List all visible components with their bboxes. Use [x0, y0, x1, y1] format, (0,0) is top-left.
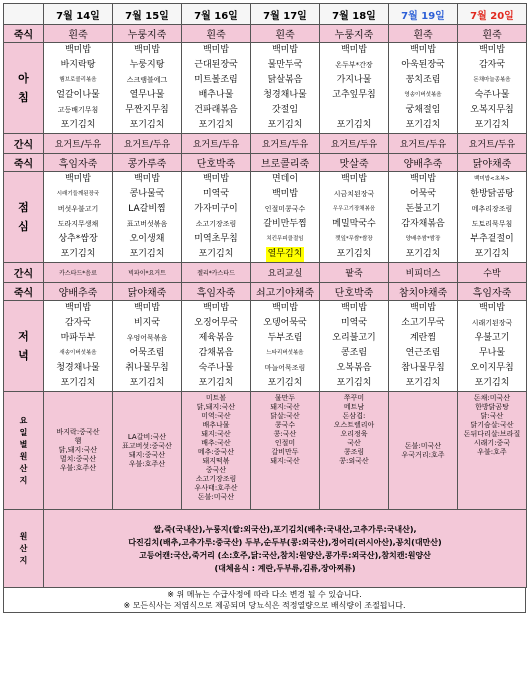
origin-line: 오스트렐리아	[333, 421, 375, 429]
menu-item: 고추잎무침	[332, 90, 376, 100]
origin-line: 물만두	[274, 394, 296, 402]
breakfast-menu-cell	[251, 43, 320, 134]
menu-item: 아욱된장국	[401, 60, 445, 70]
menu-item: 백미밥	[409, 174, 437, 184]
origin-day-cell	[320, 392, 389, 510]
origin-text-line: 고등어캔:국산,죽거리 (소:호주,닭:국산,참치:원양산,콩가루:외국산),참치캔:원양산	[139, 550, 431, 560]
origin-line: 미트볼	[205, 394, 227, 402]
origin-day-cell	[113, 392, 182, 510]
menu-item: 돈불고기	[405, 204, 441, 214]
dinner-label	[4, 301, 44, 392]
day-header: 7월 17일	[251, 4, 320, 25]
note-line: ※ 모든식사는 저염식으로 제공되며 당뇨식은 적정열량으로 배식량이 조절됩니다.	[123, 601, 406, 610]
origin-line: 돼지:국산	[201, 430, 231, 438]
menu-item: 시래기들깨된장국	[56, 191, 100, 197]
menu-item: 백미밥	[340, 45, 368, 55]
breakfast-label	[4, 43, 44, 134]
menu-item: 누룽지탕	[129, 60, 165, 70]
menu-item: 양배추쌈*쌈장	[405, 236, 441, 242]
origin-by-day-label	[4, 392, 44, 510]
menu-item: 고등배기무침	[57, 106, 99, 114]
menu-item: 마늘어묵조림	[264, 364, 306, 372]
corner-cell	[4, 4, 44, 25]
dinner-porridge-row	[4, 283, 527, 301]
origin-day-cell	[389, 392, 458, 510]
afternoon-snack-label: 간식	[4, 263, 44, 283]
note-line: ※ 위 메뉴는 수급사정에 따라 다소 변경 될 수 있습니다.	[167, 590, 362, 599]
origin-line: 메추:중국산	[197, 448, 235, 456]
origin-row	[4, 510, 527, 588]
origin-line: 소고기장조림	[195, 475, 237, 483]
menu-item: 가자미구이	[194, 204, 238, 214]
highlighted-menu-item: 열무김치	[266, 247, 305, 262]
menu-item: 감자국	[478, 60, 506, 70]
menu-item: 백미밥	[271, 189, 299, 199]
menu-item: 포기김치	[267, 120, 303, 130]
morning-snack-cell: 요거트/두유	[458, 134, 527, 154]
dinner-label-text: 저녁	[18, 330, 29, 362]
origin-line: 콩국수	[274, 421, 296, 429]
dinner-porridge-cell: 흑임자죽	[458, 283, 527, 301]
menu-item: 포기김치	[336, 120, 372, 130]
menu-item: 백미밥	[202, 45, 230, 55]
dinner-porridge-cell: 닭야채죽	[113, 283, 182, 301]
menu-item: 마파두부	[60, 333, 96, 343]
menu-item: 오뎅어묵국	[263, 318, 307, 328]
dinner-porridge-cell: 양배추죽	[44, 283, 113, 301]
dinner-porridge-cell: 단호박죽	[320, 283, 389, 301]
afternoon-snack-cell: 팥죽	[320, 263, 389, 283]
origin-line: 인절미	[274, 439, 296, 447]
menu-item: 미역국	[340, 318, 368, 328]
lunch-label-text: 점심	[18, 201, 29, 233]
menu-item: 콩조림	[340, 348, 368, 358]
lunch-porridge-cell: 맛살죽	[320, 154, 389, 172]
origin-line: 돈불:미국산	[197, 493, 235, 501]
dinner-menu-cell	[44, 301, 113, 392]
origin-line: 중국산	[205, 466, 227, 474]
origin-line: 우국거리:호주	[401, 450, 445, 459]
origin-line: 닭기슴살:국산	[470, 421, 514, 429]
menu-item: LA갈비찜	[128, 204, 166, 214]
menu-item: 포기김치	[129, 378, 165, 388]
lunch-label	[4, 172, 44, 263]
menu-item: 버섯우불고기	[57, 205, 99, 213]
menu-item: 백미밥	[64, 174, 92, 184]
lunch-menu-cell	[458, 172, 527, 263]
origin-line: 돈삼겹:	[342, 412, 366, 420]
menu-item: 소고기무국	[401, 318, 445, 328]
lunch-porridge-cell: 브로콜리죽	[251, 154, 320, 172]
origin-line: 바지락:중국산	[56, 428, 100, 436]
menu-item: 포기김치	[336, 249, 372, 259]
menu-item: 백미밥	[478, 303, 506, 313]
lunch-menu-cell	[113, 172, 182, 263]
origin-line: 돈채:미국산	[473, 394, 511, 402]
menu-item: 백미밥	[409, 303, 437, 313]
menu-item: 가지나물	[336, 75, 372, 85]
menu-item: 온두부*간장	[335, 61, 373, 69]
day-header: 7월 20일	[458, 4, 527, 25]
menu-item: 스크램블에그	[126, 76, 168, 84]
origin-line: 미역:국산	[201, 412, 231, 420]
menu-item: 백미밥	[64, 303, 92, 313]
dinner-menu-cell	[182, 301, 251, 392]
menu-item: 어묵국	[409, 189, 437, 199]
menu-item: 소고기장조림	[195, 220, 237, 228]
morning-snack-cell: 요거트/두유	[251, 134, 320, 154]
origin-line: 콩:외국산	[339, 457, 369, 465]
afternoon-snack-cell: 카스타드*음료	[44, 263, 113, 283]
menu-item: 무나물	[478, 348, 506, 358]
menu-item: 감자채볶음	[401, 219, 445, 229]
menu-item: 치킨무피클절임	[266, 236, 304, 242]
menu-item: 시금치된장국	[333, 190, 375, 198]
menu-item: 햄브로콜리볶음	[59, 77, 97, 83]
menu-item: 한방닭곰탕	[470, 189, 514, 199]
menu-item: 백미밥	[340, 303, 368, 313]
afternoon-snack-cell: 수박	[458, 263, 527, 283]
menu-item: 백미밥<초복>	[474, 176, 510, 182]
origin-by-day-row	[4, 392, 527, 510]
menu-item: 영송이버섯볶음	[404, 92, 442, 98]
origin-label	[4, 510, 44, 588]
origin-line: 멸치:중국산	[59, 455, 97, 463]
dinner-porridge-cell: 쇠고기야채죽	[251, 283, 320, 301]
menu-item: 궁채절임	[405, 105, 441, 115]
day-header: 7월 19일	[389, 4, 458, 25]
menu-item: 숙주나물	[198, 363, 234, 373]
menu-item: 포기김치	[474, 249, 510, 259]
menu-item: 백미밥	[202, 174, 230, 184]
lunch-menu-cell	[44, 172, 113, 263]
menu-item: 느타리버섯볶음	[266, 350, 304, 356]
menu-item: 백미밥	[133, 303, 161, 313]
origin-line: 돈뒤다리살:브라질	[463, 430, 521, 438]
origin-line: 닭살:국산	[270, 412, 300, 420]
origin-line: 닭:국산	[480, 412, 504, 420]
lunch-porridge-row	[4, 154, 527, 172]
origin-day-cell	[44, 392, 113, 510]
menu-item: 백미밥	[271, 303, 299, 313]
breakfast-porridge-cell: 흰죽	[458, 25, 527, 43]
lunch-menu-cell	[389, 172, 458, 263]
breakfast-row	[4, 43, 527, 134]
dinner-porridge-label: 죽식	[4, 283, 44, 301]
menu-item: 메밀막국수	[332, 219, 376, 229]
origin-line: LA갈비:국산	[127, 432, 167, 441]
menu-item: 부추겉절이	[470, 234, 514, 244]
origin-line: 돼지:국산	[270, 403, 300, 411]
morning-snack-row	[4, 134, 527, 154]
lunch-porridge-cell: 단호박죽	[182, 154, 251, 172]
menu-item: 백미밥	[133, 174, 161, 184]
breakfast-porridge-cell: 흰죽	[389, 25, 458, 43]
breakfast-menu-cell	[320, 43, 389, 134]
origin-line: 한방닭곰탕	[475, 403, 509, 411]
menu-item: 포기김치	[198, 120, 234, 130]
menu-item: 비지국	[133, 318, 161, 328]
dinner-menu-cell	[113, 301, 182, 392]
menu-item: 계란찜	[409, 333, 437, 343]
morning-snack-cell: 요거트/두유	[389, 134, 458, 154]
origin-day-cell	[458, 392, 527, 510]
menu-item: 포기김치	[336, 378, 372, 388]
notes-footer	[3, 588, 526, 613]
afternoon-snack-cell: 젤리*카스타드	[182, 263, 251, 283]
menu-item: 포기김치	[474, 378, 510, 388]
menu-item: 청경채나물	[263, 90, 307, 100]
menu-item: 오이지무침	[470, 363, 514, 373]
morning-snack-cell: 요거트/두유	[320, 134, 389, 154]
menu-item: 꽁치조림	[405, 75, 441, 85]
lunch-menu-cell	[320, 172, 389, 263]
menu-item: 두부조림	[267, 333, 303, 343]
origin-line: 우불:호주	[477, 448, 507, 456]
menu-item: 물만두국	[267, 60, 303, 70]
menu-item: 미트볼조림	[194, 75, 238, 85]
menu-item: 포기김치	[405, 378, 441, 388]
origin-line: 햄	[74, 437, 82, 445]
origin-line: 메트남	[343, 403, 365, 411]
afternoon-snack-row	[4, 263, 527, 283]
morning-snack-cell: 요거트/두유	[44, 134, 113, 154]
dinner-row	[4, 301, 527, 392]
menu-item: 백미밥	[478, 45, 506, 55]
menu-item: 인절미콩국수	[264, 205, 306, 213]
menu-item: 갓절임	[271, 105, 299, 115]
menu-item: 새송이버섯볶음	[59, 350, 97, 356]
breakfast-porridge-cell: 누룽지죽	[113, 25, 182, 43]
menu-item: 바지락탕	[60, 60, 96, 70]
day-header: 7월 14일	[44, 4, 113, 25]
menu-item: 미역국	[202, 189, 230, 199]
day-header: 7월 15일	[113, 4, 182, 25]
menu-item: 취나물무침	[125, 363, 169, 373]
menu-item: 포기김치	[60, 378, 96, 388]
breakfast-menu-cell	[113, 43, 182, 134]
origin-text-line: (대체음식 : 계란,두부류,김류,장아찌류)	[214, 563, 356, 573]
menu-item: 백미밥	[340, 174, 368, 184]
origin-line: 우불:호주산	[128, 459, 166, 468]
origin-line: 닭,돼지:국산	[196, 403, 236, 411]
menu-item: 표고버섯볶음	[126, 220, 168, 228]
menu-item: 감채볶음	[198, 348, 234, 358]
dinner-menu-cell	[251, 301, 320, 392]
lunch-row	[4, 172, 527, 263]
menu-item: 포기김치	[60, 120, 96, 130]
menu-item: 백미밥	[133, 45, 161, 55]
menu-item: 열무나물	[129, 90, 165, 100]
menu-item: 포기김치	[198, 249, 234, 259]
menu-item: 오징어무국	[194, 318, 238, 328]
menu-item: 포기김치	[129, 249, 165, 259]
menu-item: 미역초무침	[194, 234, 238, 244]
dinner-menu-cell	[389, 301, 458, 392]
menu-item: 포기김치	[405, 249, 441, 259]
menu-item: 백미밥	[271, 45, 299, 55]
origin-line: 쭈꾸미	[343, 394, 365, 402]
lunch-porridge-cell: 닭야채죽	[458, 154, 527, 172]
origin-text-line: 쌀,죽(국내산),누룽지(쌀:외국산),포기김치(배추:국내산,고추가루:국내산),	[153, 524, 417, 534]
menu-item: 오복볶음	[336, 363, 372, 373]
origin-by-day-label-text: 요일별 원산지	[19, 415, 28, 485]
menu-item: 제육볶음	[198, 333, 234, 343]
menu-item: 무짠지무침	[125, 105, 169, 115]
menu-item: 백미밥	[64, 45, 92, 55]
menu-item: 돈채마늘종볶음	[473, 77, 511, 83]
menu-item: 참나물무침	[401, 363, 445, 373]
dinner-menu-cell	[320, 301, 389, 392]
afternoon-snack-cell: 비피더스	[389, 263, 458, 283]
breakfast-porridge-cell: 흰죽	[251, 25, 320, 43]
menu-item: 백미밥	[202, 303, 230, 313]
origin-line: 배추:국산	[201, 439, 231, 447]
menu-item: 상추*쌈장	[58, 234, 98, 244]
breakfast-label-text: 아침	[18, 72, 29, 104]
menu-item: 백미밥	[409, 45, 437, 55]
origin-line: 국산	[347, 439, 361, 447]
menu-item: 오복지무침	[470, 105, 514, 115]
menu-item: 우우고기장채볶음	[332, 206, 376, 212]
dinner-porridge-cell: 참치야채죽	[389, 283, 458, 301]
morning-snack-label: 간식	[4, 134, 44, 154]
breakfast-menu-cell	[458, 43, 527, 134]
menu-item: 포기김치	[405, 120, 441, 130]
menu-item: 감자국	[64, 318, 92, 328]
origin-line: 우불:호주산	[59, 464, 97, 472]
origin-line: 콩:국산	[273, 430, 297, 438]
origin-line: 돈불:미국산	[404, 441, 442, 450]
menu-item: 시래기된장국	[471, 319, 513, 327]
lunch-porridge-cell: 흑임자죽	[44, 154, 113, 172]
origin-label-text: 원산지	[19, 531, 28, 565]
afternoon-snack-cell: 요리교실	[251, 263, 320, 283]
origin-line: 돼지:국산	[270, 457, 300, 465]
menu-item: 콩나물국	[129, 189, 165, 199]
menu-item: 면데이	[271, 174, 299, 184]
breakfast-porridge-label: 죽식	[4, 25, 44, 43]
menu-item: 메추리장조림	[471, 205, 513, 213]
header-row	[4, 4, 527, 25]
menu-item: 연근조림	[405, 348, 441, 358]
breakfast-menu-cell	[44, 43, 113, 134]
lunch-porridge-cell: 콩가루죽	[113, 154, 182, 172]
menu-item: 얼갈이나물	[56, 90, 100, 100]
lunch-menu-cell	[251, 172, 320, 263]
breakfast-porridge-row	[4, 25, 527, 43]
breakfast-porridge-cell: 흰죽	[182, 25, 251, 43]
menu-item: 갈비만두찜	[263, 219, 307, 229]
weekly-menu-table	[3, 3, 527, 588]
breakfast-porridge-cell: 누룽지죽	[320, 25, 389, 43]
day-header: 7월 16일	[182, 4, 251, 25]
menu-item: 숙주나물	[474, 90, 510, 100]
origin-line: 갈비만두	[271, 448, 299, 456]
origin-line: 배추나물	[202, 421, 230, 429]
menu-item: 포기김치	[60, 249, 96, 259]
morning-snack-cell: 요거트/두유	[113, 134, 182, 154]
menu-item: 오이생채	[129, 234, 165, 244]
menu-item: 도토리묵무침	[471, 220, 513, 228]
origin-day-cell	[251, 392, 320, 510]
origin-line: 돼지떡볶	[202, 457, 230, 465]
day-header: 7월 18일	[320, 4, 389, 25]
origin-text-cell	[44, 510, 527, 588]
menu-item: 근대된장국	[194, 60, 238, 70]
origin-day-cell	[182, 392, 251, 510]
origin-text-line: 다진김치(배추,고추가루:중국산) 두부,순두부(콩:외국산),정어리(러시아산),꽁치(대만산)	[128, 537, 442, 547]
menu-item: 깻잎*무쌈*쌈장	[335, 236, 373, 242]
origin-line: 닭,돼지:국산	[58, 446, 98, 454]
menu-item: 포기김치	[129, 120, 165, 130]
lunch-porridge-label: 죽식	[4, 154, 44, 172]
origin-line: 표고버섯:중국산	[122, 441, 172, 450]
menu-item: 포기김치	[474, 120, 510, 130]
origin-line: 시래기:중국	[473, 439, 511, 447]
breakfast-menu-cell	[389, 43, 458, 134]
menu-item: 포기김치	[267, 378, 303, 388]
menu-item: 청경채나물	[56, 363, 100, 373]
origin-line: 콩조림	[343, 448, 365, 456]
menu-item: 우엉어묵볶음	[126, 334, 168, 342]
morning-snack-cell: 요거트/두유	[182, 134, 251, 154]
menu-item: 배추나물	[198, 90, 234, 100]
menu-item: 닭살볶음	[267, 75, 303, 85]
lunch-menu-cell	[182, 172, 251, 263]
menu-item: 도라지무생채	[57, 220, 99, 228]
menu-item: 포기김치	[198, 378, 234, 388]
origin-line: 우사태:호주산	[194, 484, 238, 492]
menu-item: 우불고기	[474, 333, 510, 343]
afternoon-snack-cell: 빅파이*요거트	[113, 263, 182, 283]
origin-line: 돼지:중국산	[128, 450, 166, 459]
origin-line: 오리정육	[340, 430, 368, 438]
menu-item	[251, 247, 319, 262]
menu-item: 어묵조림	[129, 348, 165, 358]
menu-item: 오리불고기	[332, 333, 376, 343]
meal-plan	[3, 3, 526, 613]
dinner-menu-cell	[458, 301, 527, 392]
menu-item: 건파래볶음	[194, 105, 238, 115]
breakfast-menu-cell	[182, 43, 251, 134]
breakfast-porridge-cell: 흰죽	[44, 25, 113, 43]
dinner-porridge-cell: 흑임자죽	[182, 283, 251, 301]
lunch-porridge-cell: 양배추죽	[389, 154, 458, 172]
menu-item	[320, 103, 388, 118]
